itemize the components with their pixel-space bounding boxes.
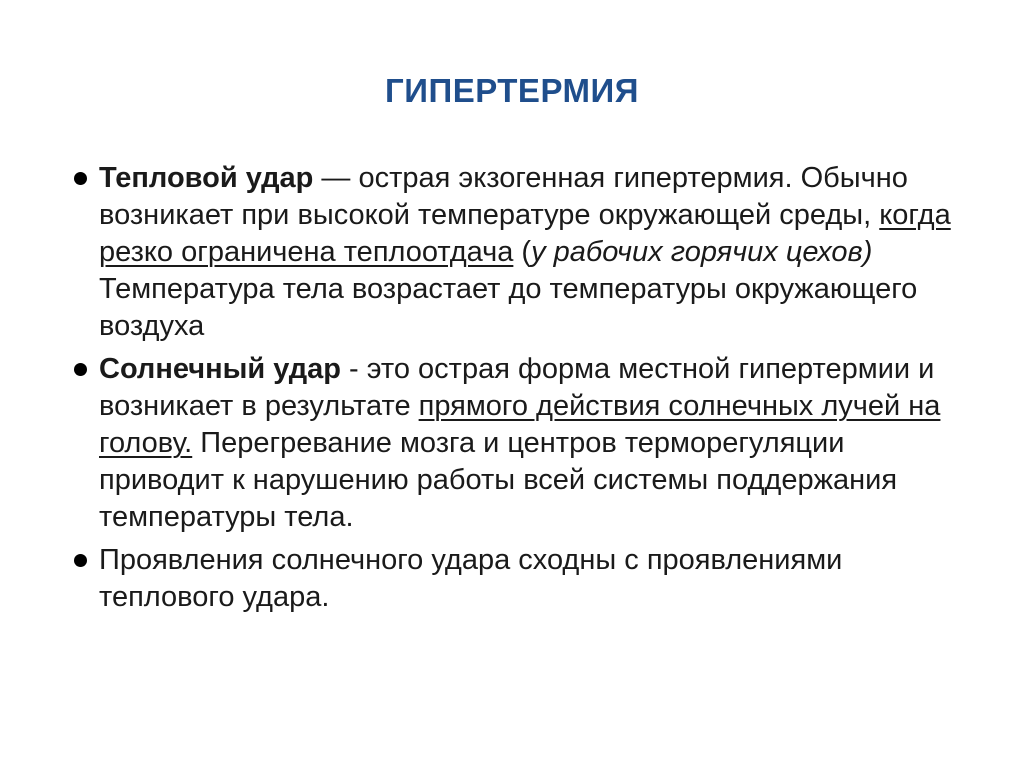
- bullet-text: Проявления солнечного удара сходны с проявлениями теплового удара.: [99, 544, 843, 613]
- bullet-term: Солнечный удар: [99, 353, 341, 385]
- bullet-sun-stroke: [64, 351, 964, 536]
- bullet-underlined-text: прямого действия солнечных лучей на голову.: [99, 390, 941, 459]
- bullet-dot-icon: [74, 554, 87, 567]
- bullet-term: Тепловой удар: [99, 162, 314, 194]
- bullet-dot-icon: [74, 363, 87, 376]
- slide-title: ГИПЕРТЕРМИЯ: [385, 72, 639, 109]
- bullet-text: (: [513, 236, 532, 268]
- bullet-text: Перегревание мозга и центров терморегуляции приводит к нарушению работы всей системы поддержания температуры тела.: [99, 427, 898, 533]
- bullet-text: - это острая форма местной гипертермии и возникает в результате: [99, 353, 935, 422]
- bullet-text: — острая экзогенная гипертермия. Обычно возникает при высокой температуре окружающей среды,: [99, 162, 908, 231]
- bullet-text: Температура тела возрастает до температуры окружающего воздуха: [99, 273, 918, 342]
- bullet-sun-stroke-manifestations: [64, 542, 964, 616]
- bullet-underlined-text: когда резко ограничена теплоотдача: [99, 199, 951, 268]
- bullet-heat-stroke: [64, 160, 964, 345]
- bullet-list: [64, 160, 964, 622]
- bullet-italic-text: у рабочих горячих цехов): [531, 236, 873, 268]
- bullet-dot-icon: [74, 172, 87, 185]
